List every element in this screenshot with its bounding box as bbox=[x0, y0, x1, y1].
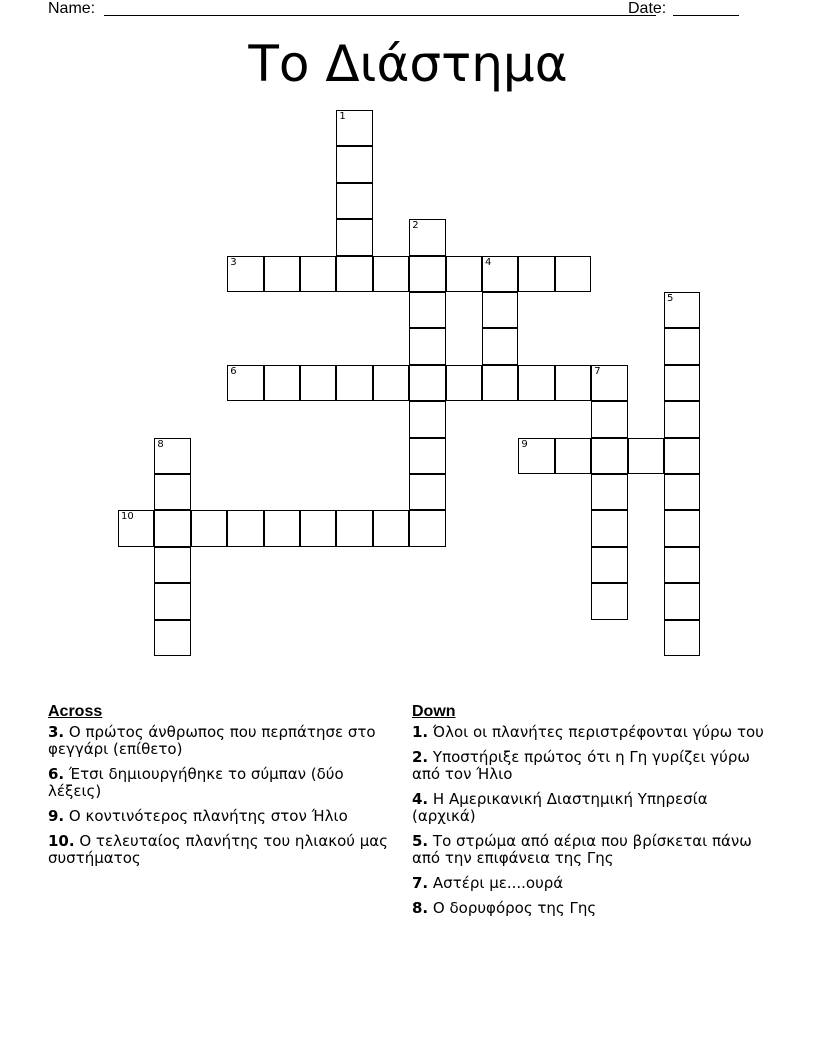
across-clue bbox=[48, 724, 388, 758]
grid-cell[interactable] bbox=[336, 219, 372, 255]
cell-number: 1 bbox=[339, 111, 346, 122]
clue-text: Υποστήριξε πρώτος ότι η Γη γυρίζει γύρω από τον Ήλιο bbox=[412, 748, 750, 783]
grid-cell[interactable] bbox=[300, 365, 336, 401]
date-label: Date: bbox=[628, 0, 667, 17]
clue-number: 1. bbox=[412, 723, 429, 741]
down-clue bbox=[412, 724, 772, 741]
grid-cell[interactable] bbox=[664, 438, 700, 474]
grid-cell[interactable] bbox=[373, 365, 409, 401]
grid-cell[interactable] bbox=[264, 365, 300, 401]
clue-number: 8. bbox=[412, 899, 429, 917]
grid-cell[interactable] bbox=[664, 510, 700, 546]
grid-cell[interactable] bbox=[373, 256, 409, 292]
grid-cell[interactable] bbox=[409, 219, 445, 255]
grid-cell[interactable] bbox=[264, 256, 300, 292]
clue-number: 6. bbox=[48, 765, 65, 783]
cell-number: 5 bbox=[667, 293, 674, 304]
down-clue bbox=[412, 791, 772, 825]
grid-cell[interactable] bbox=[336, 183, 372, 219]
cell-number: 4 bbox=[485, 256, 492, 268]
down-clue bbox=[412, 833, 772, 867]
grid-cell[interactable] bbox=[591, 547, 627, 583]
page-title: Το Διάστημα bbox=[248, 35, 568, 93]
clue-text: Αστέρι με....ουρά bbox=[432, 874, 564, 892]
clue-text: Όλοι οι πλανήτες περιστρέφονται γύρω του bbox=[432, 723, 764, 741]
grid-cell[interactable] bbox=[300, 510, 336, 546]
grid-cell[interactable] bbox=[300, 256, 336, 292]
clue-text: Έτσι δημιουργήθηκε το σύμπαν (δύο λέξεις) bbox=[48, 765, 344, 800]
grid-cell[interactable] bbox=[336, 510, 372, 546]
grid-cell[interactable] bbox=[555, 438, 591, 474]
grid-cell[interactable] bbox=[555, 365, 591, 401]
grid-cell[interactable] bbox=[409, 474, 445, 510]
grid-cell[interactable] bbox=[591, 583, 627, 619]
clue-number: 5. bbox=[412, 832, 429, 850]
down-heading: Down bbox=[412, 703, 456, 720]
grid-cell[interactable] bbox=[664, 365, 700, 401]
grid-cell[interactable] bbox=[336, 110, 372, 146]
grid-cell[interactable] bbox=[336, 365, 372, 401]
grid-cell[interactable] bbox=[664, 401, 700, 437]
grid-cell[interactable] bbox=[227, 256, 263, 292]
grid-cell[interactable] bbox=[518, 365, 554, 401]
grid-cell[interactable] bbox=[482, 328, 518, 364]
grid-cell[interactable] bbox=[591, 401, 627, 437]
grid-cell[interactable] bbox=[482, 365, 518, 401]
cell-number: 6 bbox=[230, 365, 237, 377]
across-clue bbox=[48, 766, 388, 800]
clue-number: 10. bbox=[48, 832, 75, 850]
across-clue bbox=[48, 808, 388, 825]
clue-text: Ο κοντινότερος πλανήτης στον Ήλιο bbox=[68, 807, 348, 825]
grid-cell[interactable] bbox=[446, 365, 482, 401]
grid-cell[interactable] bbox=[409, 328, 445, 364]
grid-cell[interactable] bbox=[409, 292, 445, 328]
grid-cell[interactable] bbox=[555, 256, 591, 292]
grid-cell[interactable] bbox=[664, 583, 700, 619]
grid-cell[interactable] bbox=[154, 474, 190, 510]
grid-cell[interactable] bbox=[591, 365, 627, 401]
clue-number: 7. bbox=[412, 874, 429, 892]
grid-cell[interactable] bbox=[628, 438, 664, 474]
down-clues bbox=[412, 703, 772, 925]
down-clue bbox=[412, 875, 772, 892]
grid-cell[interactable] bbox=[664, 547, 700, 583]
clue-text: Ο πρώτος άνθρωπος που περπάτησε στο φεγγάρι (επίθετο) bbox=[48, 723, 376, 758]
clue-number: 9. bbox=[48, 807, 65, 825]
grid-cell[interactable] bbox=[664, 474, 700, 510]
grid-cell[interactable] bbox=[373, 510, 409, 546]
grid-cell[interactable] bbox=[409, 401, 445, 437]
grid-cell[interactable] bbox=[154, 620, 190, 656]
grid-cell[interactable] bbox=[446, 256, 482, 292]
across-clues bbox=[48, 703, 388, 875]
grid-cell[interactable] bbox=[191, 510, 227, 546]
grid-cell[interactable] bbox=[409, 256, 445, 292]
grid-cell[interactable] bbox=[154, 510, 190, 546]
clue-number: 2. bbox=[412, 748, 429, 766]
grid-cell[interactable] bbox=[336, 256, 372, 292]
grid-cell[interactable] bbox=[227, 365, 263, 401]
grid-cell[interactable] bbox=[264, 510, 300, 546]
grid-cell[interactable] bbox=[154, 583, 190, 619]
grid-cell[interactable] bbox=[482, 292, 518, 328]
cell-number: 2 bbox=[412, 220, 419, 232]
cell-number: 8 bbox=[157, 438, 164, 450]
grid-cell[interactable] bbox=[518, 256, 554, 292]
cell-number: 3 bbox=[230, 256, 237, 268]
clue-text: Το στρώμα από αέρια που βρίσκεται πάνω από την επιφάνεια της Γης bbox=[412, 832, 752, 867]
grid-cell[interactable] bbox=[664, 620, 700, 656]
clue-text: Ο τελευταίος πλανήτης του ηλιακού μας συστήματος bbox=[48, 832, 388, 867]
grid-cell[interactable] bbox=[482, 256, 518, 292]
clue-number: 3. bbox=[48, 723, 65, 741]
clue-text: Ο δορυφόρος της Γης bbox=[432, 899, 597, 917]
cell-number: 9 bbox=[521, 438, 528, 450]
grid-cell[interactable] bbox=[409, 365, 445, 401]
grid-cell[interactable] bbox=[591, 474, 627, 510]
cell-number: 10 bbox=[121, 511, 134, 523]
name-label: Name: bbox=[48, 0, 96, 17]
grid-cell[interactable] bbox=[118, 510, 154, 546]
across-clue bbox=[48, 833, 388, 867]
grid-cell[interactable] bbox=[409, 510, 445, 546]
grid-cell[interactable] bbox=[154, 438, 190, 474]
grid-cell[interactable] bbox=[591, 438, 627, 474]
grid-cell[interactable] bbox=[664, 292, 700, 328]
grid-cell[interactable] bbox=[227, 510, 263, 546]
across-heading: Across bbox=[48, 703, 103, 720]
grid-cell[interactable] bbox=[336, 146, 372, 182]
grid-cell[interactable] bbox=[409, 438, 445, 474]
clue-number: 4. bbox=[412, 790, 429, 808]
grid-cell[interactable] bbox=[591, 510, 627, 546]
clue-text: Η Αμερικανική Διαστημική Υπηρεσία (αρχικά) bbox=[412, 790, 708, 825]
grid-cell[interactable] bbox=[154, 547, 190, 583]
grid-cell[interactable] bbox=[518, 438, 554, 474]
down-clue bbox=[412, 900, 772, 917]
grid-cell[interactable] bbox=[664, 328, 700, 364]
cell-number: 7 bbox=[594, 365, 601, 377]
down-clue bbox=[412, 749, 772, 783]
